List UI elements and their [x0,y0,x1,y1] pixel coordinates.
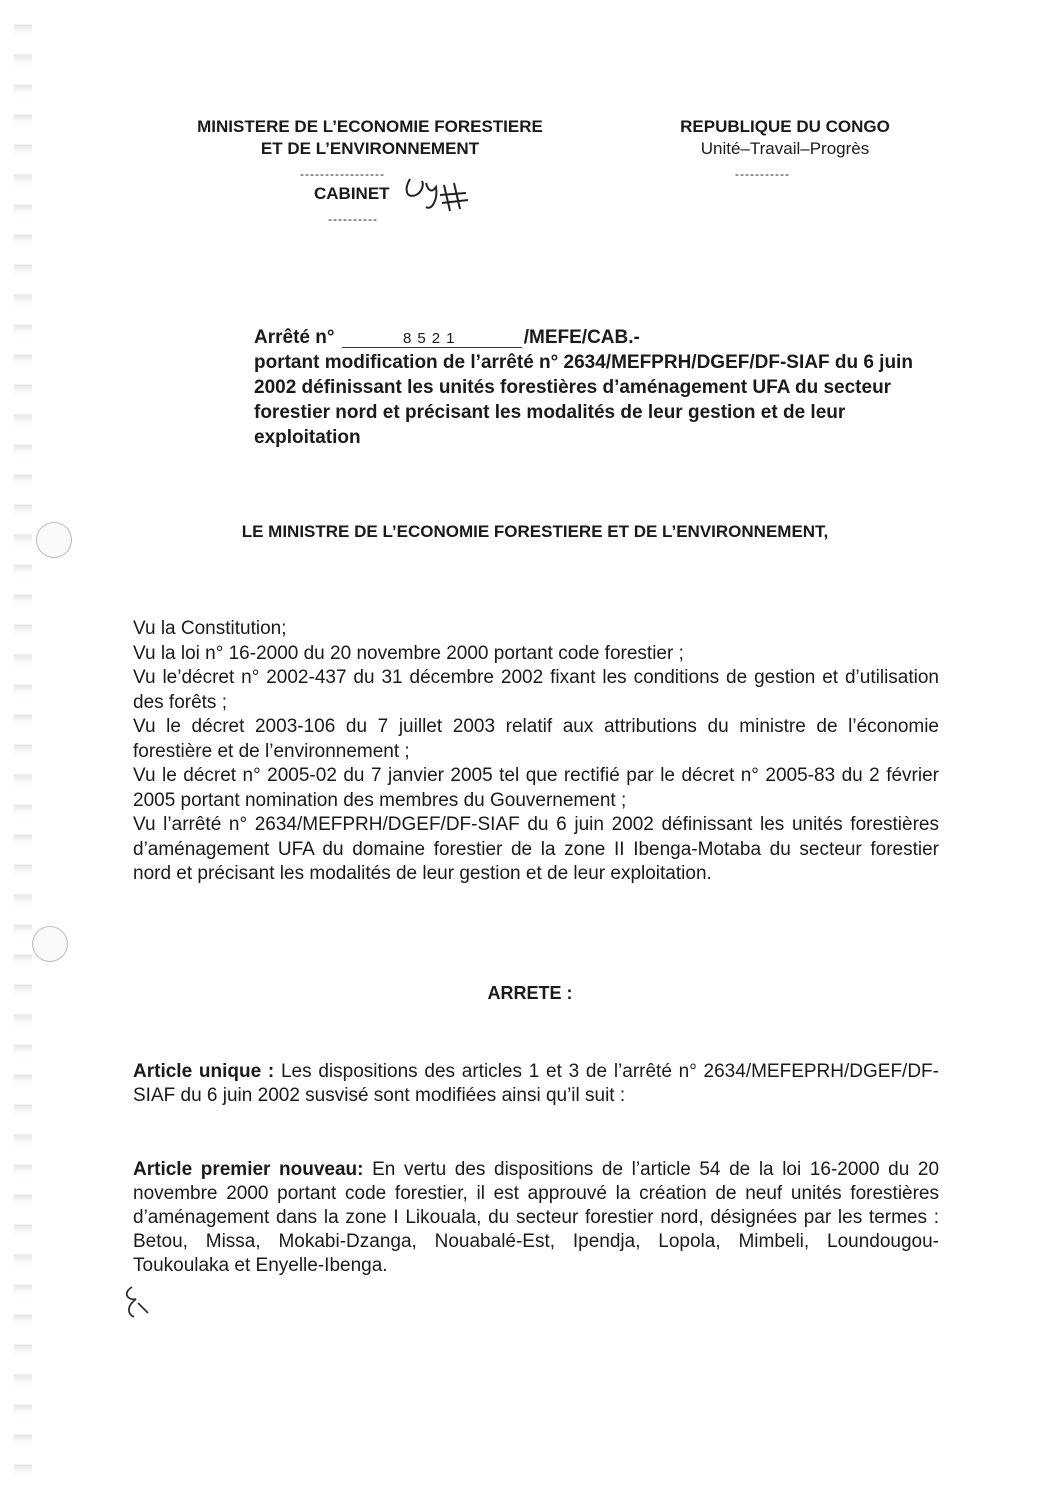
consideration-item: Vu le décret 2003-106 du 7 juillet 2003 relatif aux attributions du ministre de l’économie forestière et de l’environnement ; [133,716,939,762]
separator-right: ----------- [735,167,790,181]
article-premier-text: En vertu des dispositions de l’article 54 de la loi 16-2000 du 20 novembre 2000 portant code forestier, il est approuvé la création de neuf unités forestières d’aménagement dans la zone I Likouala, du secteur forestier nord, désignées par les termes : Betou, Missa, Mokabi-Dzanga, Nouabalé-Est, Ipendja, Lopola, Mimbeli, Loundougou-Toukoulaka et Enyelle-Ibenga. [133,1159,940,1276]
national-motto: Unité–Travail–Progrès [700,139,870,158]
ministry-header [170,116,570,160]
minister-heading: LE MINISTRE DE L’ECONOMIE FORESTIERE ET DE L’ENVIRONNEMENT, [241,522,829,541]
separator-cabinet-top: ----------------- [300,167,385,181]
consideration-item: Vu la Constitution; [133,618,287,639]
ministry-line1: MINISTERE DE L’ECONOMIE FORESTIERE [197,117,543,136]
separator-cabinet-bottom: ---------- [328,212,378,226]
consideration-item: Vu la loi n° 16-2000 du 20 novembre 2000 portant code forestier ; [133,642,684,664]
article-unique-text: Les dispositions des articles 1 et 3 de l’arrêté n° 2634/MEFEPRH/DGEF/DF-SIAF du 6 juin 2002 susvisé sont modifiées ainsi qu’il suit : [133,1061,939,1106]
arrete-heading: ARRETE : [487,983,573,1003]
article-premier [133,1158,939,1278]
handwritten-initials-signature [402,175,478,219]
decree-title-block [254,325,944,450]
article-unique-label: Article unique : [133,1061,275,1082]
ministry-line2: ET DE L’ENVIRONNEMENT [260,139,480,158]
decree-prefix: Arrêté n° [254,327,335,348]
decree-suffix: /MEFE/CAB.- [523,327,640,348]
decree-title: portant modification de l’arrêté n° 2634/MEFPRH/DGEF/DF-SIAF du 6 juin 2002 définissant les unités forestières d’aménagement UFA du secteur forestier nord et précisant les modalités de leur gestion et de leur exploitation [254,352,913,448]
cabinet-label: CABINET [314,184,390,203]
consideration-item: Vu le décret n° 2005-02 du 7 janvier 2005 tel que rectifié par le décret n° 2005-83 du 2 février 2005 portant nomination des membres du Gouvernement ; [133,765,939,811]
republic-name: REPUBLIQUE DU CONGO [680,117,890,136]
punch-hole-bottom [32,926,68,962]
considerations-list [133,617,939,887]
decree-number-line [254,325,944,350]
article-premier-label: Article premier nouveau: [133,1159,364,1180]
consideration-item: Vu l’arrêté n° 2634/MEFPRH/DGEF/DF-SIAF du 6 juin 2002 définissant les unités forestières d’aménagement UFA du domaine forestier de la zone II Ibenga-Motaba du secteur forestier nord et précisant les modalités de leur gestion et de leur exploitation. [133,814,939,884]
republic-header [660,116,910,160]
decree-number: 8521 [342,331,522,348]
article-unique [133,1060,939,1108]
consideration-item: Vu le’décret n° 2002-437 du 31 décembre 2002 fixant les conditions de gestion et d’utilisation des forêts ; [133,667,939,713]
handwritten-paraph-mark [118,1283,158,1323]
scan-edge-artifact [14,10,32,1480]
